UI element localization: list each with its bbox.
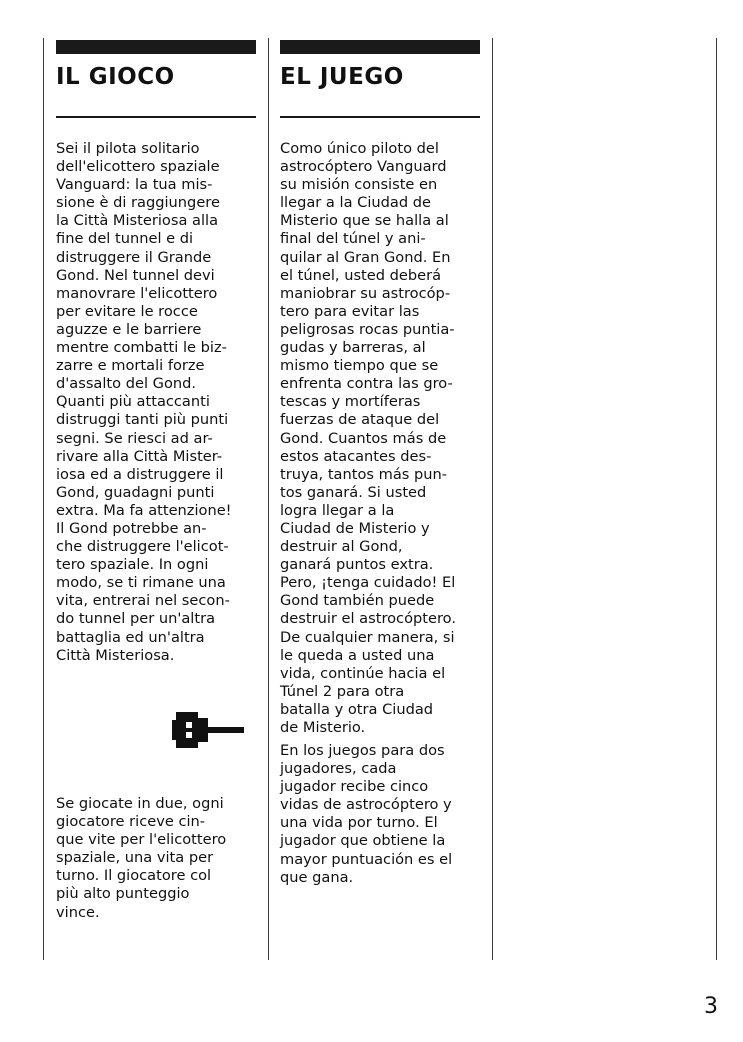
page-number: 3 bbox=[704, 994, 718, 1019]
italian-paragraph-1: Sei il pilota solitario dell'elicottero spaziale Vanguard: la tua mis- sione è di raggiungere la Città Misteriosa alla fine del tunnel e di distruggere il Grande Gond. Nel tunnel devi manovrare l'elicottero per evitare le rocce aguzze e le barriere mentre combatti le biz- zarre e mortali forze d'assalto del Gond. Quanti più attaccanti distruggi tanti più punti segni. Se riesci ad ar- rivare alla Città Mister- iosa ed a distruggere il Gond, guadagni punti extra. Ma fa attenzione! Il Gond potrebbe an- che distruggere l'elicot- tero spaziale. In ogni modo, se ti rimane una vita, entrerai nel secon- do tunnel per un'altra battaglia ed un'altra Città Misteriosa. bbox=[56, 140, 232, 664]
heading-rule bbox=[280, 116, 480, 118]
spanish-column bbox=[280, 40, 480, 886]
italian-column bbox=[56, 40, 256, 921]
section-heading-italian: IL GIOCO bbox=[56, 64, 175, 90]
heading-bar bbox=[280, 40, 480, 54]
section-heading-spanish: EL JUEGO bbox=[280, 64, 404, 90]
spanish-paragraph-2: En los juegos para dos jugadores, cada jugador recibe cinco vidas de astrocóptero y una vida por turno. El jugador que obtiene la mayor puntuación es el que gana. bbox=[280, 742, 453, 886]
column-divider-left bbox=[43, 38, 44, 960]
vanguard-ship-icon bbox=[172, 710, 246, 750]
column-divider-far-right bbox=[716, 38, 717, 960]
vanguard-ship-icon-svg bbox=[172, 710, 246, 750]
heading-rule bbox=[56, 116, 256, 118]
heading-bar bbox=[56, 40, 256, 54]
column-divider-middle bbox=[268, 38, 269, 960]
italian-paragraph-2: Se giocate in due, ogni giocatore riceve cin- que vite per l'elicottero spaziale, una vita per turno. Il giocatore col più alto punteggio vince. bbox=[56, 795, 227, 921]
column-divider-right bbox=[492, 38, 493, 960]
spanish-paragraph-1: Como único piloto del astrocóptero Vanguard su misión consiste en llegar a la Ciudad de Misterio que se halla al final del túnel y ani- quilar al Gran Gond. En el túnel, usted deberá maniobrar su astrocóp- tero para evitar las peligrosas rocas puntia- gudas y barreras, al mismo tiempo que se enfrenta contra las gro- tescas y mortíferas fuerzas de ataque del Gond. Cuantos más de estos atacantes des- truya, tantos más pun- tos ganará. Si usted logra llegar a la Ciudad de Misterio y destruir al Gond, ganará puntos extra. Pero, ¡tenga cuidado! El Gond también puede destruir el astrocóptero. De cualquier manera, si le queda a usted una vida, continúe hacia el Túnel 2 para otra batalla y otra Ciudad de Misterio. bbox=[280, 140, 456, 736]
